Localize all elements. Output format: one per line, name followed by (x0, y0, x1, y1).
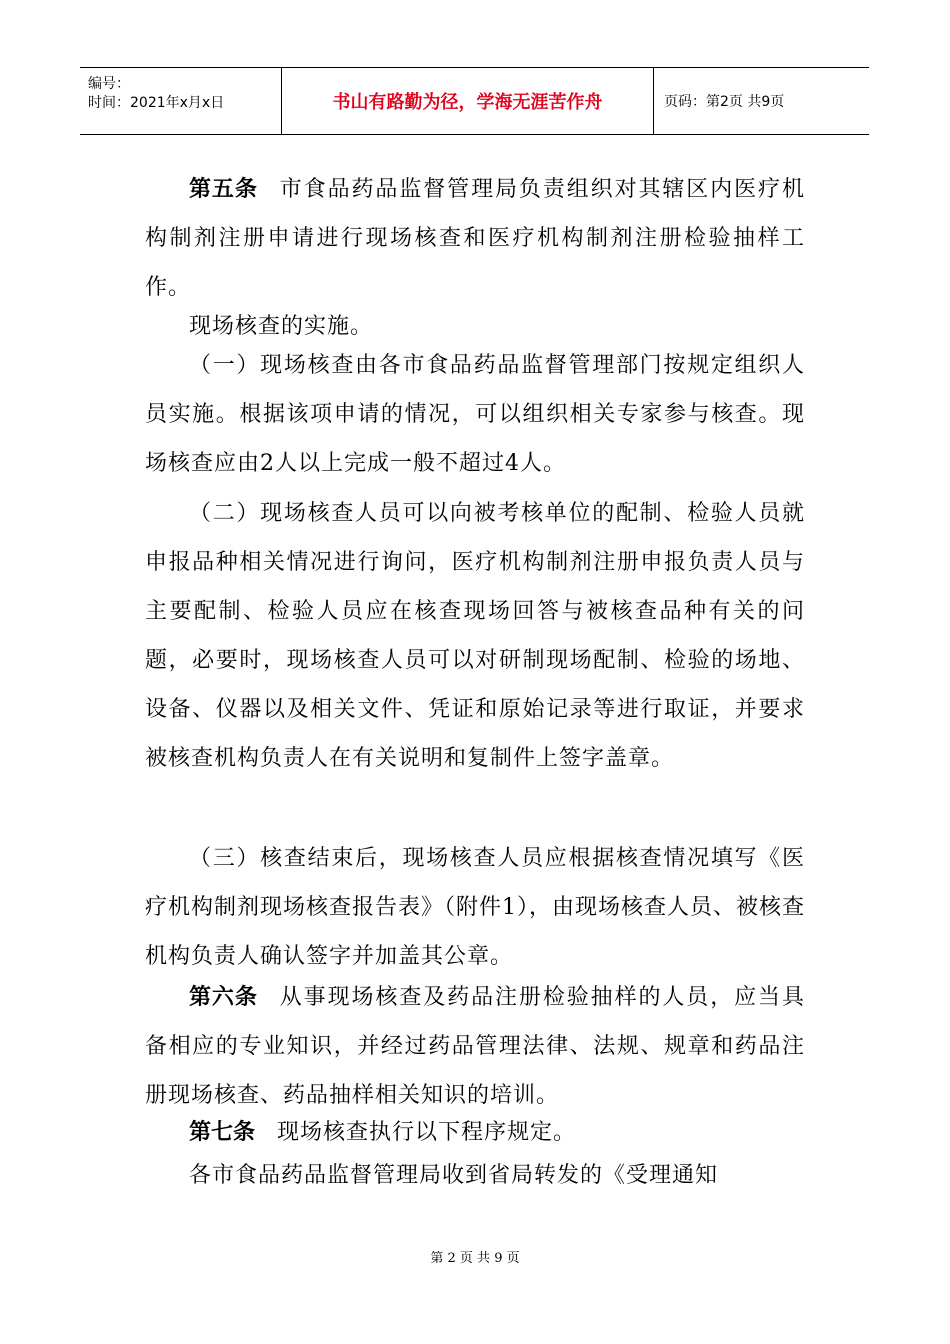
article-5-text: 市食品药品监督管理局负责组织对其辖区内医疗机构制剂注册申请进行现场核查和医疗机构制剂注册检验抽样工作。 (145, 177, 805, 300)
article-7-text: 现场核查执行以下程序规定。 (277, 1120, 577, 1145)
article-6-lead: 第六条 (189, 985, 258, 1010)
paragraph-item-2: （二）现场核查人员可以向被考核单位的配制、检验人员就申报品种相关情况进行询问，医疗机构制剂注册申报负责人员与主要配制、检验人员应在核查现场回答与被核查品种有关的问题，必要时，现场核查人员可以对研制现场配制、检验的场地、设备、仪器以及相关文件、凭证和原始记录等进行取证，并要求被核查机构负责人在有关说明和复制件上签字盖章。 (145, 501, 805, 771)
number-label: 编号： (88, 76, 130, 92)
article-5-lead: 第五条 (189, 177, 258, 202)
header-table (80, 67, 869, 135)
article-7-lead: 第七条 (189, 1120, 256, 1145)
article-6-text: 从事现场核查及药品注册检验抽样的人员，应当具备相应的专业知识，并经过药品管理法律、法规、规章和药品注册现场核查、药品抽样相关知识的培训。 (145, 985, 805, 1108)
header-meta-cell (80, 68, 282, 134)
article-5 (145, 165, 805, 312)
paragraph-implementation: 现场核查的实施。 (189, 314, 374, 339)
paragraph-item-3: （三）核查结束后，现场核查人员应根据核查情况填写《医疗机构制剂现场核查报告表》（附件1），由现场核查人员、被核查机构负责人确认签字并加盖其公章。 (145, 846, 805, 969)
paragraph-item-1: （一）现场核查由各市食品药品监督管理部门按规定组织人员实施。根据该项申请的情况，可以组织相关专家参与核查。现场核查应由2人以上完成一般不超过4人。 (145, 353, 805, 476)
header-motto: 书山有路勤为径，学海无涯苦作舟 (282, 68, 654, 134)
paragraph-last: 各市食品药品监督管理局收到省局转发的《受理通知 (189, 1163, 719, 1188)
time-label: 时间：2021年x月x日 (88, 95, 225, 111)
header-page-info: 页码：第2页 共9页 (664, 94, 785, 110)
page-footer: 第 2 页 共 9 页 (430, 1251, 520, 1266)
article-6 (145, 973, 805, 1120)
article-7 (145, 1108, 805, 1157)
